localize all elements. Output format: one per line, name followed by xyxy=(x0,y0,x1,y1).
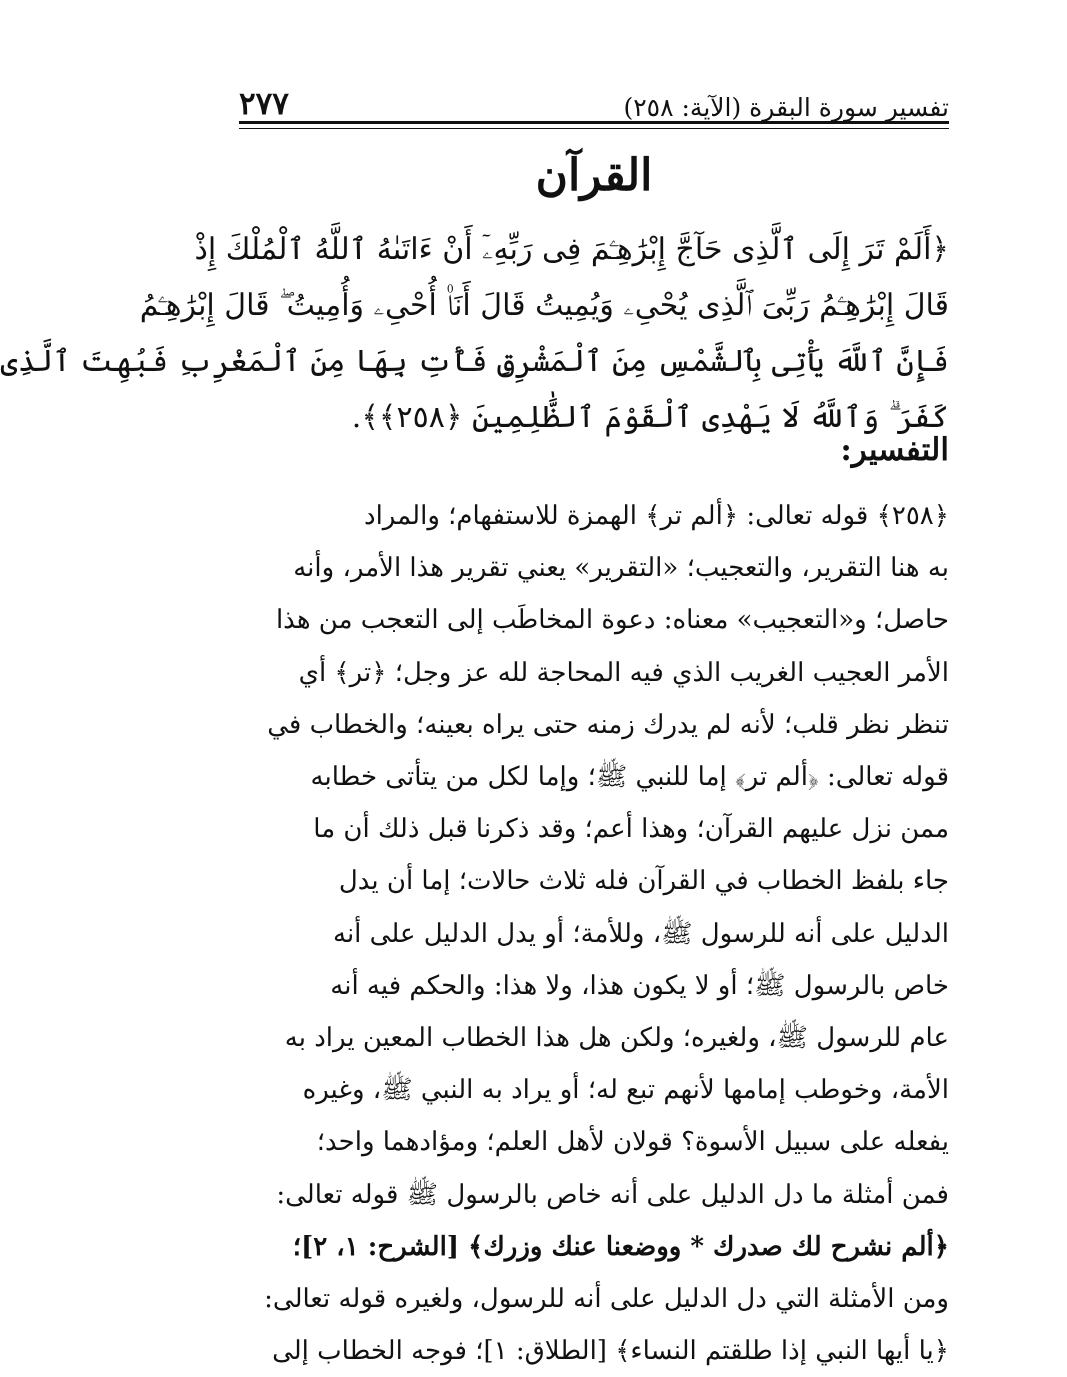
body-line: يفعله على سبيل الأسوة؟ قولان لأهل العلم؛ ومؤادهما واحد؛ xyxy=(316,1127,949,1158)
quran-line: ﴿أَلَمْ تَرَ إِلَى ٱلَّذِى حَآجَّ إِبْرَٰهِـۧمَ فِى رَبِّهِۦٓ أَنْ ءَاتَىٰهُ ٱللَّهُ ٱلْمُلْكَ إِذْ xyxy=(194,232,949,267)
body-line: تنظر نظر قلب؛ لأنه لم يدرك زمنه حتى يراه بعينه؛ والخطاب في xyxy=(267,709,949,740)
body-line: ومن الأمثلة التي دل الدليل على أنه للرسول، ولغيره قوله تعالى: xyxy=(264,1284,949,1315)
body-line: حاصل؛ و«التعجيب» معناه: دعوة المخاطَب إلى التعجب من هذا xyxy=(275,605,949,636)
body-line: ﴿يا أيها النبي إذا طلقتم النساء﴾ [الطلاق: ١]؛ فوجه الخطاب إلى xyxy=(272,1336,949,1367)
quran-line: فَإِنَّ ٱللَّهَ يَأْتِى بِٱلشَّمْسِ مِنَ ٱلْمَشْرِقِ فَأْتِ بِهَا مِنَ ٱلْمَغْرِبِ فَبُهِتَ ٱلَّذِى xyxy=(0,344,949,379)
body-line-quoted-verse: ﴿ألم نشرح لك صدرك * ووضعنا عنك وزرك﴾ [الشرح: ١، ٢]؛ xyxy=(292,1231,949,1262)
body-line: عام للرسول ﷺ، ولغيره؛ ولكن هل هذا الخطاب المعين يراد به xyxy=(284,1023,949,1054)
section-heading: القرآن xyxy=(535,150,653,201)
body-line: به هنا التقرير، والتعجيب؛ «التقرير» يعني تقرير هذا الأمر، وأنه xyxy=(293,553,949,584)
page-header xyxy=(239,78,949,120)
body-line: قوله تعالى: ﴿ألم تر﴾ إما للنبي ﷺ؛ وإما لكل من يتأتى خطابه xyxy=(310,762,949,793)
body-line: الأمر العجيب الغريب الذي فيه المحاجة لله عز وجل؛ ﴿تر﴾ أي xyxy=(298,657,949,688)
body-line: ممن نزل عليهم القرآن؛ وهذا أعم؛ وقد ذكرنا قبل ذلك أن ما xyxy=(313,814,949,845)
body-line: الأمة، وخوطب إمامها لأنهم تبع له؛ أو يراد به النبي ﷺ، وغيره xyxy=(302,1075,949,1106)
body-line: الدليل على أنه للرسول ﷺ، وللأمة؛ أو يدل الدليل على أنه xyxy=(333,918,949,949)
quran-line: قَالَ إِبْرَٰهِـۧمُ رَبِّىَ ٱلَّذِى يُحْىِۦ وَيُمِيتُ قَالَ أَنَا۠ أُحْىِۦ وَأُمِيتُ ۖ قَالَ إِبْرَٰهِـۧمُ xyxy=(139,288,949,323)
body-line: فمن أمثلة ما دل الدليل على أنه خاص بالرسول ﷺ قوله تعالى: xyxy=(276,1179,949,1210)
tafsir-heading: التفسير: xyxy=(840,432,949,468)
tafsir-body xyxy=(239,490,949,1377)
quran-verse-block xyxy=(0,222,949,446)
header-divider xyxy=(239,121,949,129)
body-line: جاء بلفظ الخطاب في القرآن فله ثلاث حالات؛ إما أن يدل xyxy=(338,866,949,897)
body-line: خاص بالرسول ﷺ؛ أو لا يكون هذا، ولا هذا: والحكم فيه أنه xyxy=(330,970,949,1001)
body-line: ﴿٢٥٨﴾ قوله تعالى: ﴿ألم تر﴾ الهمزة للاستفهام؛ والمراد xyxy=(364,501,949,531)
quran-line: كَفَرَ ۗ وَٱللَّهُ لَا يَهْدِى ٱلْقَوْمَ ٱلظَّٰلِمِينَ ﴿٢٥٨﴾﴾. xyxy=(351,400,949,435)
page-number: ٢٧٧ xyxy=(239,86,289,122)
running-title: تفسير سورة البقرة (الآية: ٢٥٨) xyxy=(623,93,949,122)
